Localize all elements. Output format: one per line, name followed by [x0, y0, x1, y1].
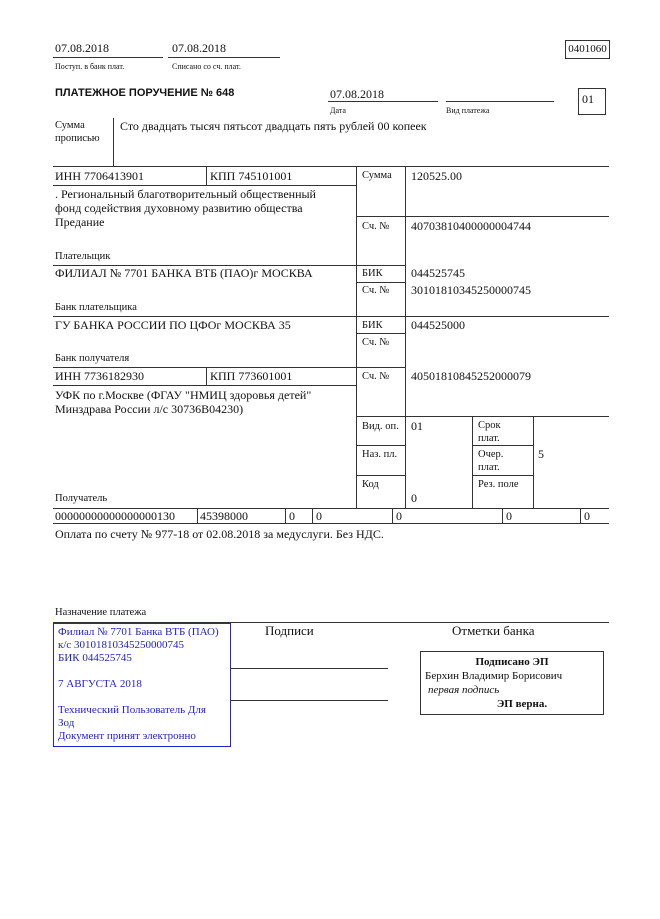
tax-field-2: 45398000	[200, 509, 248, 523]
sum-value: 120525.00	[411, 169, 462, 183]
payer-bik: 044525745	[411, 266, 465, 280]
received-label: Поступ. в банк плат.	[55, 62, 125, 71]
stamp-line: БИК 044525745	[58, 652, 132, 664]
srok-label-1: Срок	[478, 420, 501, 431]
payee-inn: ИНН 7736182930	[55, 369, 144, 383]
naz-pl-label: Наз. пл.	[362, 449, 398, 460]
rez-label: Рез. поле	[478, 479, 519, 490]
esignature-box	[420, 651, 604, 715]
payer-bank-acc: 30101810345250000745	[411, 283, 531, 297]
ocher-label-1: Очер.	[478, 449, 504, 460]
payer-bank-label: Банк плательщика	[55, 302, 137, 313]
payee-bik: 044525000	[411, 318, 465, 332]
purpose-text: Оплата по счету № 977-18 от 02.08.2018 за медуслуги. Без НДС.	[55, 527, 384, 541]
stamp-line: Филиал № 7701 Банка ВТБ (ПАО)	[58, 626, 219, 638]
received-date: 07.08.2018	[55, 41, 109, 55]
payee-bank-label: Банк получателя	[55, 353, 130, 364]
date-label: Дата	[330, 106, 346, 115]
payee-bank-name: ГУ БАНКА РОССИИ ПО ЦФОг МОСКВА 35	[55, 318, 291, 332]
esign-title: Подписано ЭП	[475, 656, 549, 668]
payer-acc: 40703810400000004744	[411, 219, 531, 233]
bank-marks-label: Отметки банка	[452, 623, 535, 638]
srok-label-2: плат.	[478, 433, 500, 444]
payee-label: Получатель	[55, 493, 108, 504]
amount-words: Сто двадцать тысяч пятьсот двадцать пять рублей 00 копеек	[120, 119, 427, 133]
payee-acc-label: Сч. №	[362, 371, 390, 382]
esign-role: первая подпись	[428, 684, 500, 696]
tax-field-5: 0	[396, 509, 402, 523]
payer-label: Плательщик	[55, 251, 111, 262]
kod: 0	[411, 491, 417, 505]
page-title: ПЛАТЕЖНОЕ ПОРУЧЕНИЕ № 648	[55, 87, 235, 99]
tax-field-7: 0	[584, 509, 590, 523]
kod-label: Код	[362, 479, 379, 490]
payer-bank-name: ФИЛИАЛ № 7701 БАНКА ВТБ (ПАО)г МОСКВА	[55, 266, 313, 280]
debited-date: 07.08.2018	[172, 41, 226, 55]
vid-op: 01	[411, 419, 423, 433]
payee-name-2: Минздрава России л/с 30736В04230)	[55, 402, 244, 416]
amount-words-label-1: Сумма	[55, 120, 85, 131]
payer-inn: ИНН 7706413901	[55, 169, 144, 183]
payer-name-2: фонд содействия духовному развитию общества	[55, 201, 303, 215]
payer-name-1: . Региональный благотворительный общественный	[55, 187, 316, 201]
payee-acc: 40501810845252000079	[411, 369, 531, 383]
form-code: 0401060	[565, 40, 610, 59]
payee-name-1: УФК по г.Москве (ФГАУ "НМИЦ здоровья детей"	[55, 388, 312, 402]
amount-words-label-2: прописью	[55, 133, 100, 144]
esign-name: Берхин Владимир Борисович	[425, 670, 563, 682]
tax-field-6: 0	[506, 509, 512, 523]
payee-bik-label: БИК	[362, 320, 383, 331]
payer-bank-acc-label: Сч. №	[362, 285, 390, 296]
stamp-line: Зод	[58, 717, 75, 729]
payer-bik-label: БИК	[362, 268, 383, 279]
stamp-line: Технический Пользователь Для	[58, 704, 206, 716]
tax-field-4: 0	[316, 509, 322, 523]
stamp-line: 7 АВГУСТА 2018	[58, 678, 142, 690]
esign-status: ЭП верна.	[496, 698, 548, 710]
payer-name-3: Предание	[55, 215, 105, 229]
debited-label: Списано со сч. плат.	[172, 62, 241, 71]
tax-field-3: 0	[289, 509, 295, 523]
document-date: 07.08.2018	[330, 87, 384, 101]
sum-label: Сумма	[362, 170, 392, 181]
ocher-label-2: плат.	[478, 462, 500, 473]
payment-type-label: Вид платежа	[446, 106, 490, 115]
payer-kpp: КПП 745101001	[210, 169, 293, 183]
signatures-label: Подписи	[265, 623, 314, 638]
vid-op-label: Вид. оп.	[362, 421, 399, 432]
payer-acc-label: Сч. №	[362, 221, 390, 232]
stamp-line	[58, 691, 226, 704]
tax-field-1: 00000000000000000130	[55, 509, 175, 523]
payee-bank-acc-label: Сч. №	[362, 337, 390, 348]
status-box: 01	[578, 88, 606, 115]
stamp-line: Документ принят электронно	[58, 730, 196, 742]
payee-kpp: КПП 773601001	[210, 369, 293, 383]
stamp-line	[58, 665, 226, 678]
bank-stamp	[53, 623, 231, 747]
stamp-line: к/с 30101810345250000745	[58, 639, 185, 651]
purpose-label: Назначение платежа	[55, 607, 147, 618]
ocher: 5	[538, 447, 544, 461]
